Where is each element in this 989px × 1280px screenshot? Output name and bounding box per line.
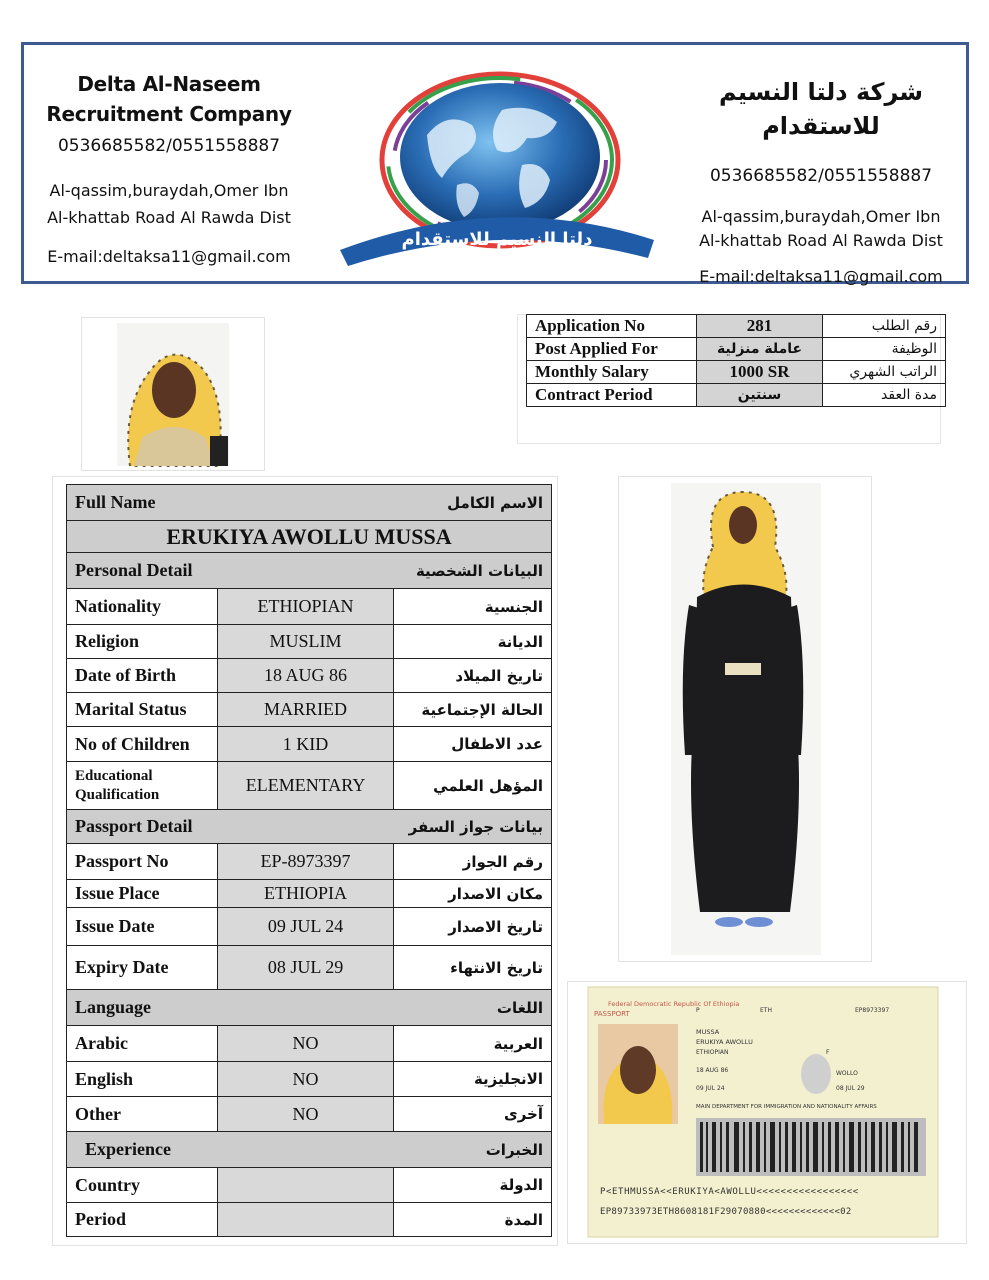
full-body-photo-image: [619, 477, 873, 963]
passport-detail-label-ar: بيانات جواز السفر: [408, 817, 543, 836]
application-no-value: 281: [697, 315, 823, 338]
logo-banner-text: دلتا النسيم للاستقدام: [401, 229, 593, 250]
passport-scan-image: [568, 982, 968, 1245]
passport-authority: MAIN DEPARTMENT FOR IMMIGRATION AND NATIONALITY AFFAIRS: [696, 1104, 877, 1110]
nationality-label-ar: الجنسية: [394, 589, 552, 625]
expiry-date-label-ar: تاريخ الانتهاء: [394, 946, 552, 990]
education-label-ar: المؤهل العلمي: [394, 762, 552, 810]
education-label: Educational Qualification: [67, 762, 218, 810]
address-left-line1: Al-qassim,buraydah,Omer Ibn: [49, 181, 289, 200]
table-row: [67, 1132, 552, 1168]
english-label-ar: الانجليزية: [394, 1062, 552, 1097]
nationality-label: Nationality: [67, 589, 218, 625]
table-row: [67, 1203, 552, 1237]
issue-date-label: Issue Date: [67, 908, 218, 946]
table-row: [67, 625, 552, 659]
monthly-salary-label-ar: الراتب الشهري: [823, 361, 946, 384]
table-row: [67, 810, 552, 844]
full-name-value: ERUKIYA AWOLLU MUSSA: [67, 521, 552, 553]
personal-detail-label: Personal Detail: [75, 560, 193, 580]
table-row: [527, 384, 946, 407]
passport-no-label: Passport No: [67, 844, 218, 880]
contract-period-label-ar: مدة العقد: [823, 384, 946, 407]
language-label: Language: [75, 997, 152, 1017]
passport-detail-label: Passport Detail: [75, 816, 193, 836]
marital-status-label-ar: الحالة الإجتماعية: [394, 693, 552, 727]
experience-country-value: [217, 1168, 394, 1203]
arabic-label-ar: العربية: [394, 1026, 552, 1062]
full-name-label-ar: الاسم الكامل: [447, 493, 543, 512]
experience-period-label: Period: [67, 1203, 218, 1237]
application-table: [526, 314, 946, 407]
table-row: [67, 485, 552, 521]
arabic-value: NO: [217, 1026, 394, 1062]
company-phone-left: 0536685582/0551558887: [57, 136, 281, 156]
passport-scan: [567, 981, 967, 1244]
passport-dob: 18 AUG 86: [696, 1067, 729, 1074]
passport-no-label-ar: رقم الجواز: [394, 844, 552, 880]
religion-label: Religion: [67, 625, 218, 659]
experience-period-value: [217, 1203, 394, 1237]
monthly-salary-label: Monthly Salary: [527, 361, 697, 384]
other-language-value: NO: [217, 1097, 394, 1132]
passport-mrz-line2: EP89733973ETH8608181F29070880<<<<<<<<<<<<<02: [600, 1207, 852, 1217]
monthly-salary-value: 1000 SR: [697, 361, 823, 384]
passport-surname: MUSSA: [696, 1028, 720, 1036]
passport-code: ETH: [760, 1007, 772, 1014]
table-row: [527, 361, 946, 384]
issue-place-label: Issue Place: [67, 880, 218, 908]
date-of-birth-label-ar: تاريخ الميلاد: [394, 659, 552, 693]
company-name-ar: شركة دلتا النسيم للاستقدام: [719, 78, 923, 140]
address-left-line2: Al-khattab Road Al Rawda Dist: [47, 208, 291, 227]
passport-doc-type: PASSPORT: [594, 1010, 630, 1018]
passport-given-names: ERUKIYA AWOLLU: [696, 1038, 753, 1046]
issue-place-value: ETHIOPIA: [217, 880, 394, 908]
table-row: [527, 315, 946, 338]
education-value: ELEMENTARY: [217, 762, 394, 810]
post-applied-label-ar: الوظيفة: [823, 338, 946, 361]
issue-date-value: 09 JUL 24: [217, 908, 394, 946]
passport-number: EP8973397: [855, 1007, 890, 1014]
language-label-ar: اللغات: [496, 998, 543, 1017]
address-right-line2: Al-khattab Road Al Rawda Dist: [699, 231, 943, 250]
marital-status-value: MARRIED: [217, 693, 394, 727]
company-name-en-line1: Delta Al-Naseem: [77, 72, 261, 96]
children-label: No of Children: [67, 727, 218, 762]
passport-expiry-date: 08 JUL 29: [836, 1085, 865, 1092]
expiry-date-value: 08 JUL 29: [217, 946, 394, 990]
passport-place-of-birth: WOLLO: [836, 1070, 858, 1077]
passport-mrz-line1: P<ETHMUSSA<<ERUKIYA<AWOLLU<<<<<<<<<<<<<<<<<: [600, 1187, 859, 1197]
expiry-date-label: Expiry Date: [67, 946, 218, 990]
company-phone-right: 0536685582/0551558887: [709, 166, 933, 186]
english-label: English: [67, 1062, 218, 1097]
date-of-birth-label: Date of Birth: [67, 659, 218, 693]
table-row: [527, 338, 946, 361]
table-row: [67, 908, 552, 946]
company-email-right: E-mail:deltaksa11@gmail.com: [699, 267, 943, 286]
table-row: [67, 1026, 552, 1062]
passport-sex: F: [826, 1049, 830, 1056]
table-row: [67, 1168, 552, 1203]
company-email-left: E-mail:deltaksa11@gmail.com: [47, 247, 291, 266]
passport-type: P: [696, 1007, 700, 1014]
table-row: [67, 553, 552, 589]
experience-country-label-ar: الدولة: [394, 1168, 552, 1203]
company-name-en-line2: Recruitment Company: [46, 102, 292, 126]
table-row: [67, 1097, 552, 1132]
face-photo-image: [82, 318, 266, 472]
letterhead: [21, 42, 969, 284]
other-language-label: Other: [67, 1097, 218, 1132]
passport-nationality: ETHIOPIAN: [696, 1049, 729, 1056]
table-row: [67, 521, 552, 553]
nationality-value: ETHIOPIAN: [217, 589, 394, 625]
table-row: [67, 589, 552, 625]
passport-country-line: Federal Democratic Republic Of Ethiopia: [608, 1000, 740, 1008]
contract-period-label: Contract Period: [527, 384, 697, 407]
arabic-label: Arabic: [67, 1026, 218, 1062]
details-table: [66, 484, 552, 1237]
table-row: [67, 762, 552, 810]
issue-date-label-ar: تاريخ الاصدار: [394, 908, 552, 946]
application-no-label-ar: رقم الطلب: [823, 315, 946, 338]
full-name-label: Full Name: [75, 492, 156, 512]
issue-place-label-ar: مكان الاصدار: [394, 880, 552, 908]
experience-label-ar: الخبرات: [485, 1140, 543, 1159]
contract-period-value: سنتين: [697, 384, 823, 407]
company-address-left: [24, 177, 314, 231]
religion-label-ar: الديانة: [394, 625, 552, 659]
globe-logo-icon: [332, 65, 662, 270]
personal-detail-label-ar: البيانات الشخصية: [415, 561, 543, 580]
table-row: [67, 990, 552, 1026]
other-language-label-ar: آخرى: [394, 1097, 552, 1132]
table-row: [67, 659, 552, 693]
address-right-line1: Al-qassim,buraydah,Omer Ibn: [701, 207, 941, 226]
table-row: [67, 844, 552, 880]
company-info-arabic: [676, 75, 966, 289]
applicant-face-photo: [81, 317, 265, 471]
experience-label: Experience: [85, 1139, 171, 1159]
marital-status-label: Marital Status: [67, 693, 218, 727]
table-row: [67, 1062, 552, 1097]
religion-value: MUSLIM: [217, 625, 394, 659]
company-info-english: [24, 69, 314, 269]
passport-issue-date: 09 JUL 24: [696, 1085, 725, 1092]
application-no-label: Application No: [527, 315, 697, 338]
passport-no-value: EP-8973397: [217, 844, 394, 880]
company-address-right: [676, 205, 966, 253]
table-row: [67, 946, 552, 990]
table-row: [67, 727, 552, 762]
english-value: NO: [217, 1062, 394, 1097]
children-value: 1 KID: [217, 727, 394, 762]
table-row: [67, 693, 552, 727]
applicant-full-photo: [618, 476, 872, 962]
experience-period-label-ar: المدة: [394, 1203, 552, 1237]
date-of-birth-value: 18 AUG 86: [217, 659, 394, 693]
post-applied-label: Post Applied For: [527, 338, 697, 361]
table-row: [67, 880, 552, 908]
children-label-ar: عدد الاطفال: [394, 727, 552, 762]
experience-country-label: Country: [67, 1168, 218, 1203]
post-applied-value: عاملة منزلية: [697, 338, 823, 361]
